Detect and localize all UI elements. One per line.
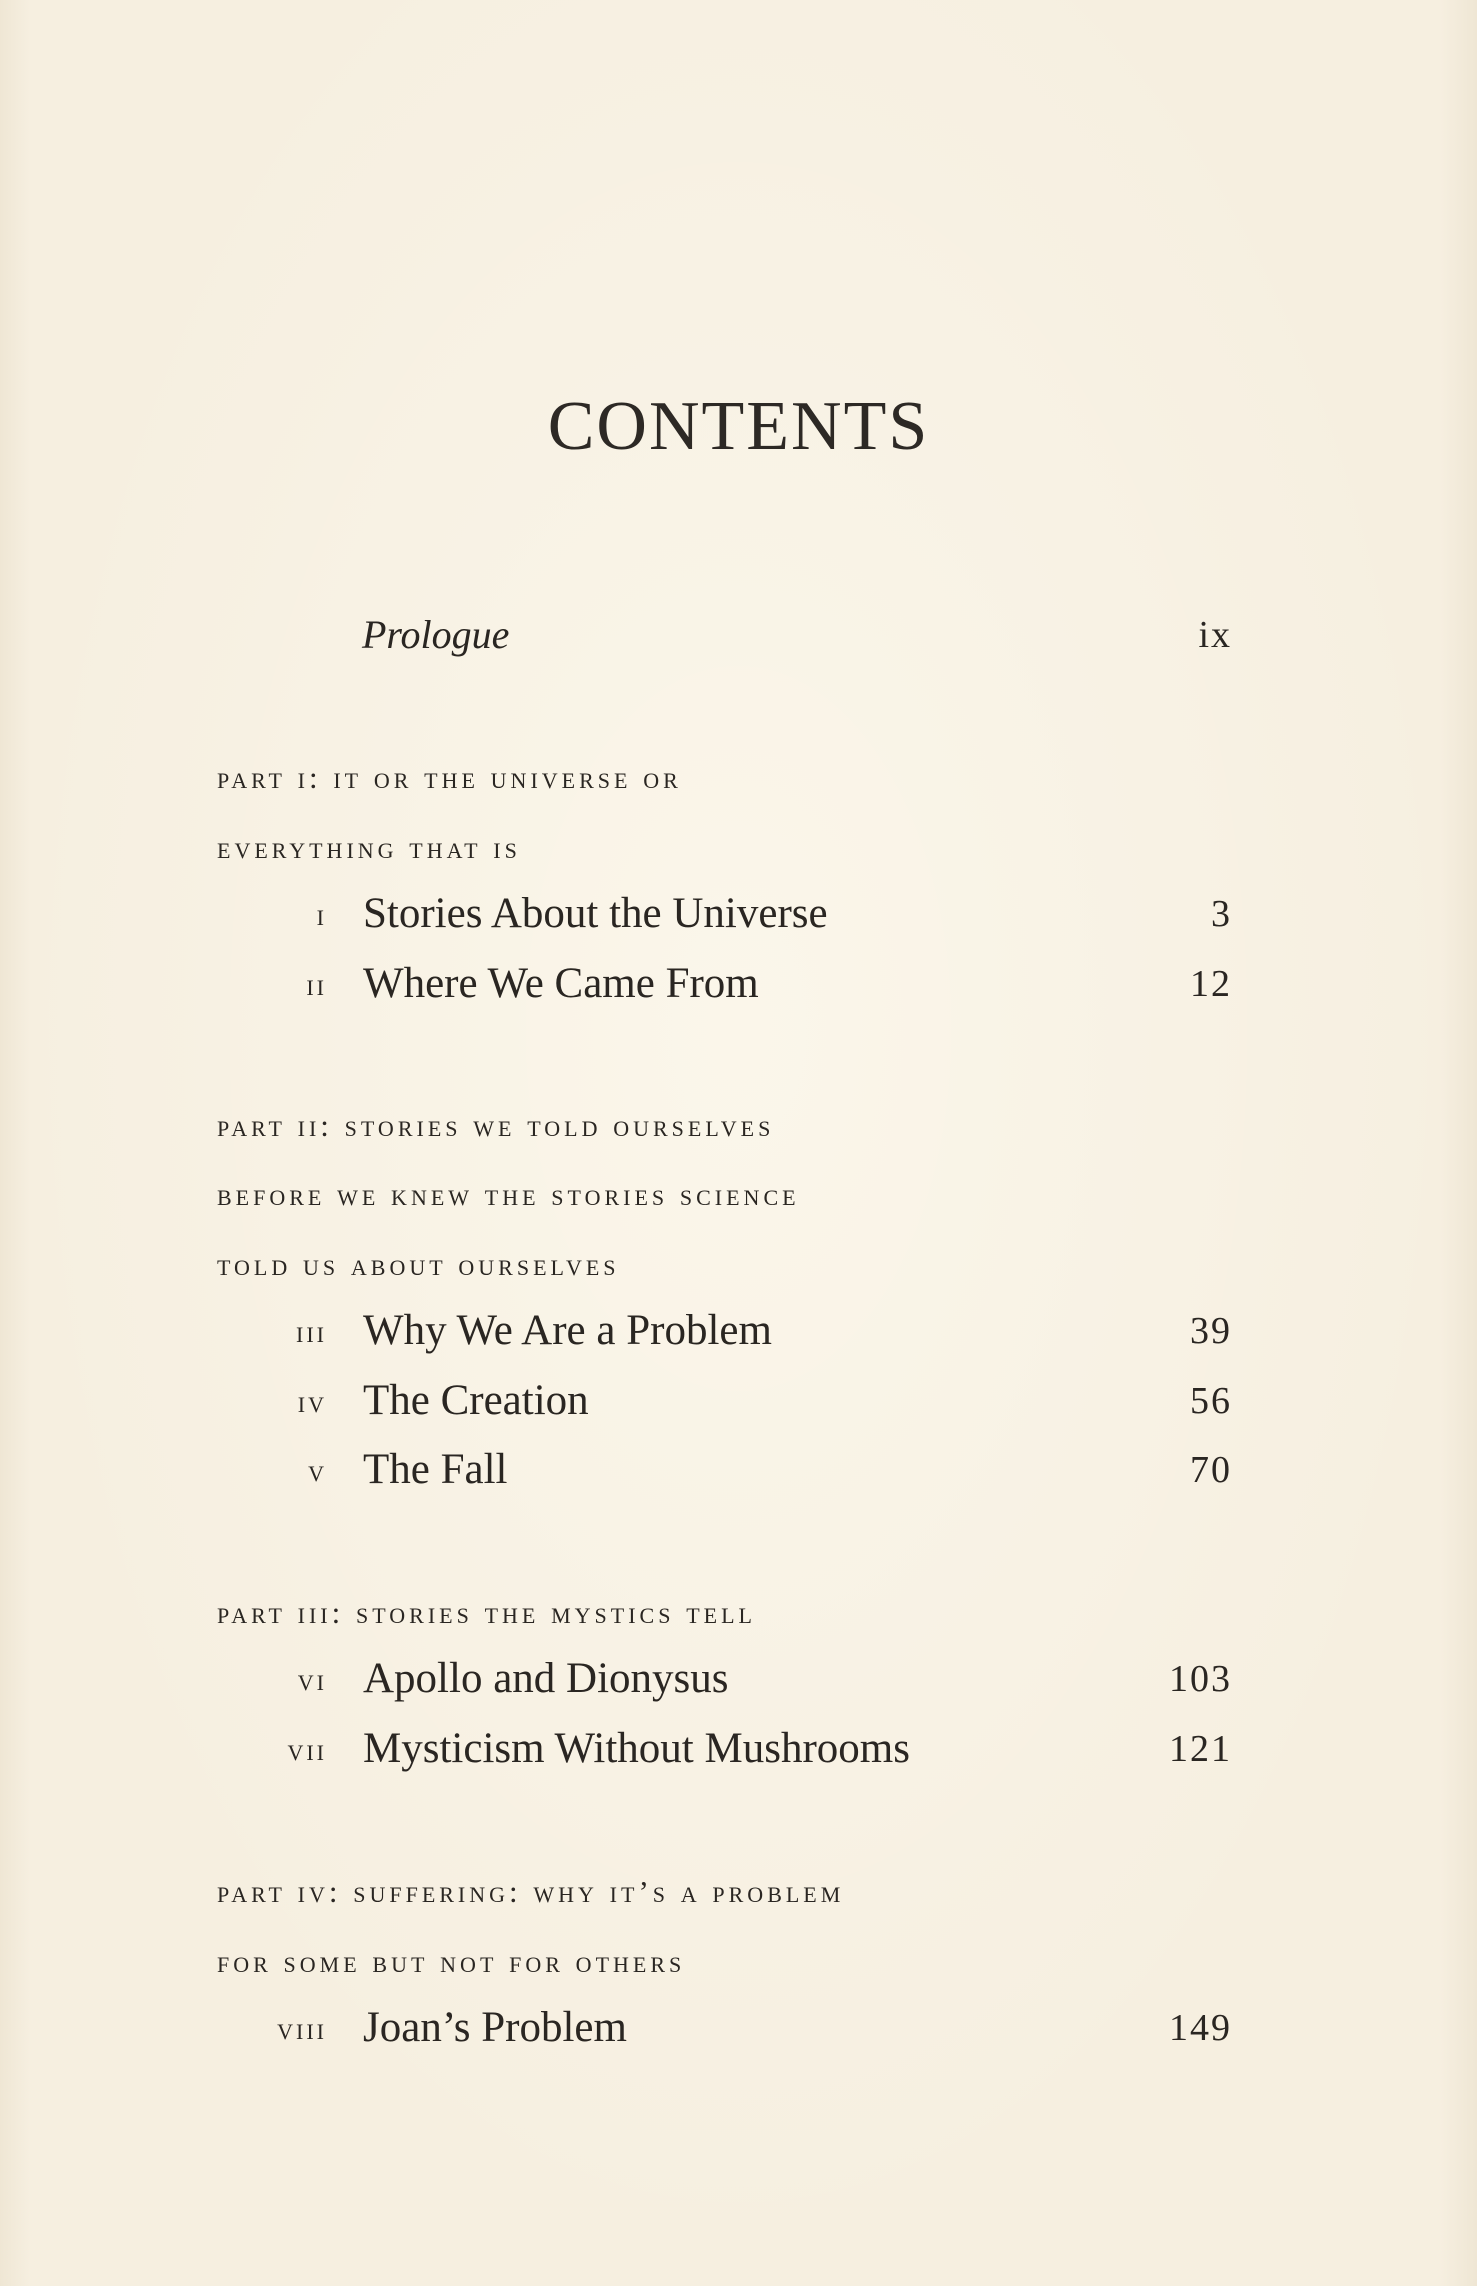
chapter-title: Joan’s Problem xyxy=(363,2004,627,2051)
chapter-title: Apollo and Dionysus xyxy=(363,1655,729,1702)
chapter-number: iii xyxy=(296,1313,327,1349)
part-heading xyxy=(0,1235,1477,1295)
chapter-page: 39 xyxy=(1190,1310,1232,1352)
part-heading xyxy=(0,748,1477,808)
toc-entry xyxy=(0,1440,1477,1500)
part-heading xyxy=(0,1583,1477,1643)
prologue-title: Prologue xyxy=(362,612,510,657)
chapter-title: Why We Are a Problem xyxy=(363,1307,772,1354)
chapter-title: Where We Came From xyxy=(363,960,759,1007)
chapter-page: 121 xyxy=(1169,1728,1232,1770)
part-heading xyxy=(0,1165,1477,1225)
toc-entry xyxy=(0,954,1477,1014)
part-heading-line: before we knew the stories science xyxy=(217,1177,800,1212)
part-heading-line: part iv: suffering: why it’s a problem xyxy=(217,1874,845,1909)
part-heading xyxy=(0,818,1477,878)
chapter-page: 56 xyxy=(1190,1380,1232,1422)
prologue-page: ix xyxy=(1198,614,1232,656)
chapter-number: viii xyxy=(277,2010,327,2046)
chapter-title: Mysticism Without Mushrooms xyxy=(363,1725,910,1772)
chapter-page: 12 xyxy=(1190,963,1232,1005)
chapter-number: i xyxy=(316,896,327,932)
chapter-page: 70 xyxy=(1190,1449,1232,1491)
toc-entry xyxy=(0,1301,1477,1361)
chapter-page: 103 xyxy=(1169,1658,1232,1700)
toc-entry xyxy=(0,1998,1477,2058)
page-title: CONTENTS xyxy=(547,388,930,465)
part-heading-line: part iii: stories the mystics tell xyxy=(217,1595,756,1630)
toc-entry xyxy=(0,884,1477,944)
toc-entry xyxy=(0,1371,1477,1431)
chapter-number: vii xyxy=(287,1731,327,1767)
chapter-page: 149 xyxy=(1169,2007,1232,2049)
part-heading xyxy=(0,1932,1477,1992)
part-heading xyxy=(0,1862,1477,1922)
part-heading xyxy=(0,1096,1477,1156)
chapter-number: vi xyxy=(297,1661,327,1697)
chapter-number: ii xyxy=(306,966,327,1002)
toc-entry xyxy=(0,1649,1477,1709)
toc-entry xyxy=(0,1719,1477,1779)
chapter-title: The Fall xyxy=(363,1446,508,1493)
part-heading-line: part ii: stories we told ourselves xyxy=(217,1108,775,1143)
chapter-page: 3 xyxy=(1211,893,1232,935)
part-heading-line: part i: it or the universe or xyxy=(217,760,682,795)
chapter-title: The Creation xyxy=(363,1377,589,1424)
toc-entry-prologue xyxy=(0,605,1477,665)
chapter-number: iv xyxy=(297,1383,327,1419)
chapter-title: Stories About the Universe xyxy=(363,890,828,937)
part-heading-line: everything that is xyxy=(217,830,521,865)
part-heading-line: told us about ourselves xyxy=(217,1247,620,1282)
part-heading-line: for some but not for others xyxy=(217,1944,686,1979)
chapter-number: v xyxy=(308,1452,327,1488)
